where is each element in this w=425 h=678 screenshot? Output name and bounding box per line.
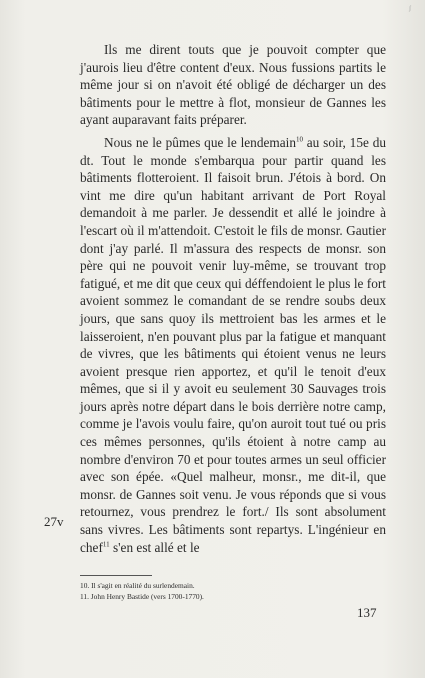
footnote-rule: [80, 575, 152, 576]
footnote-ref-11: 11: [102, 540, 110, 549]
paragraph-1: Ils me dirent touts que je pouvoit compter que j'aurois lieu d'être content d'eux. Nous fussions partits le même jour si on n'avoit été obligé de décharger un des bâtiments pour le mettre à flot, monsieur de Gannes les ayant auparavant faits préparer.: [80, 42, 386, 128]
footnote-11: 11. John Henry Bastide (vers 1700-1770).: [80, 592, 204, 601]
main-text: [80, 41, 386, 556]
corner-mark: ʃ: [409, 6, 411, 12]
footnote-ref-10: 10: [295, 135, 303, 144]
paragraph-2-end: s'en est allé et le: [112, 539, 200, 555]
paragraph-2-start: Nous ne le pûmes que le lendemain: [104, 134, 296, 150]
paragraph-2-middle: au soir, 15e du dt. Tout le monde s'embarqua pour partir quand les bâtiments flotteroient. Il faisoit brun. J'étois à bord. On vint me dire qu'un habitant arrivant de Port Royal demandoit à me parler. Je dessendit et allé le joindre à l'escart où il m'attendoit. C'estoit le fils de monsr. Gautier dont j'ay parlé. Il m'assura des respects de monsr. son père qui ne pouvoit venir luy-même, se trouvant trop fatigué, et me dit que ceux qui déffendoient le plus le fort avoient sommez le comandant de se rendre soubs deux jours, que sans quoy ils mettroient bas les armes et le laisseroient, n'en pouvant plus par la fatigue et manquant de vivres, que les bâtiments qui étoient venus ne leurs avoient presque rien apportez, et qu'il le tenoit d'eux mêmes, que si il y avoit eu seulement 30 Sauvages trois jours après notre départ dans le bois derrière notre camp, comme je l'avois voulu faire, qu'on auroit tout tué ou pris ces mêmes personnes, qu'ils étoient à notre camp au nombre d'environ 70 et pour toutes armes un seul officier avec son épée. «Quel malheur, monsr., me dit-il, que monsr. de Gannes soit venu. Je vous réponds que si vous retournez, vous prendrez le fort./ Ils sont absolument sans vivres. Les bâtiments sont repartys. L'ingénieur en chef: [80, 134, 386, 555]
page-number: 137: [357, 605, 377, 620]
footnotes: [80, 580, 386, 602]
footnote-10: 10. Il s'agit en réalité du surlendemain.: [80, 581, 195, 590]
paragraph-2: [80, 134, 386, 556]
folio-margin-note: 27v: [44, 514, 64, 529]
